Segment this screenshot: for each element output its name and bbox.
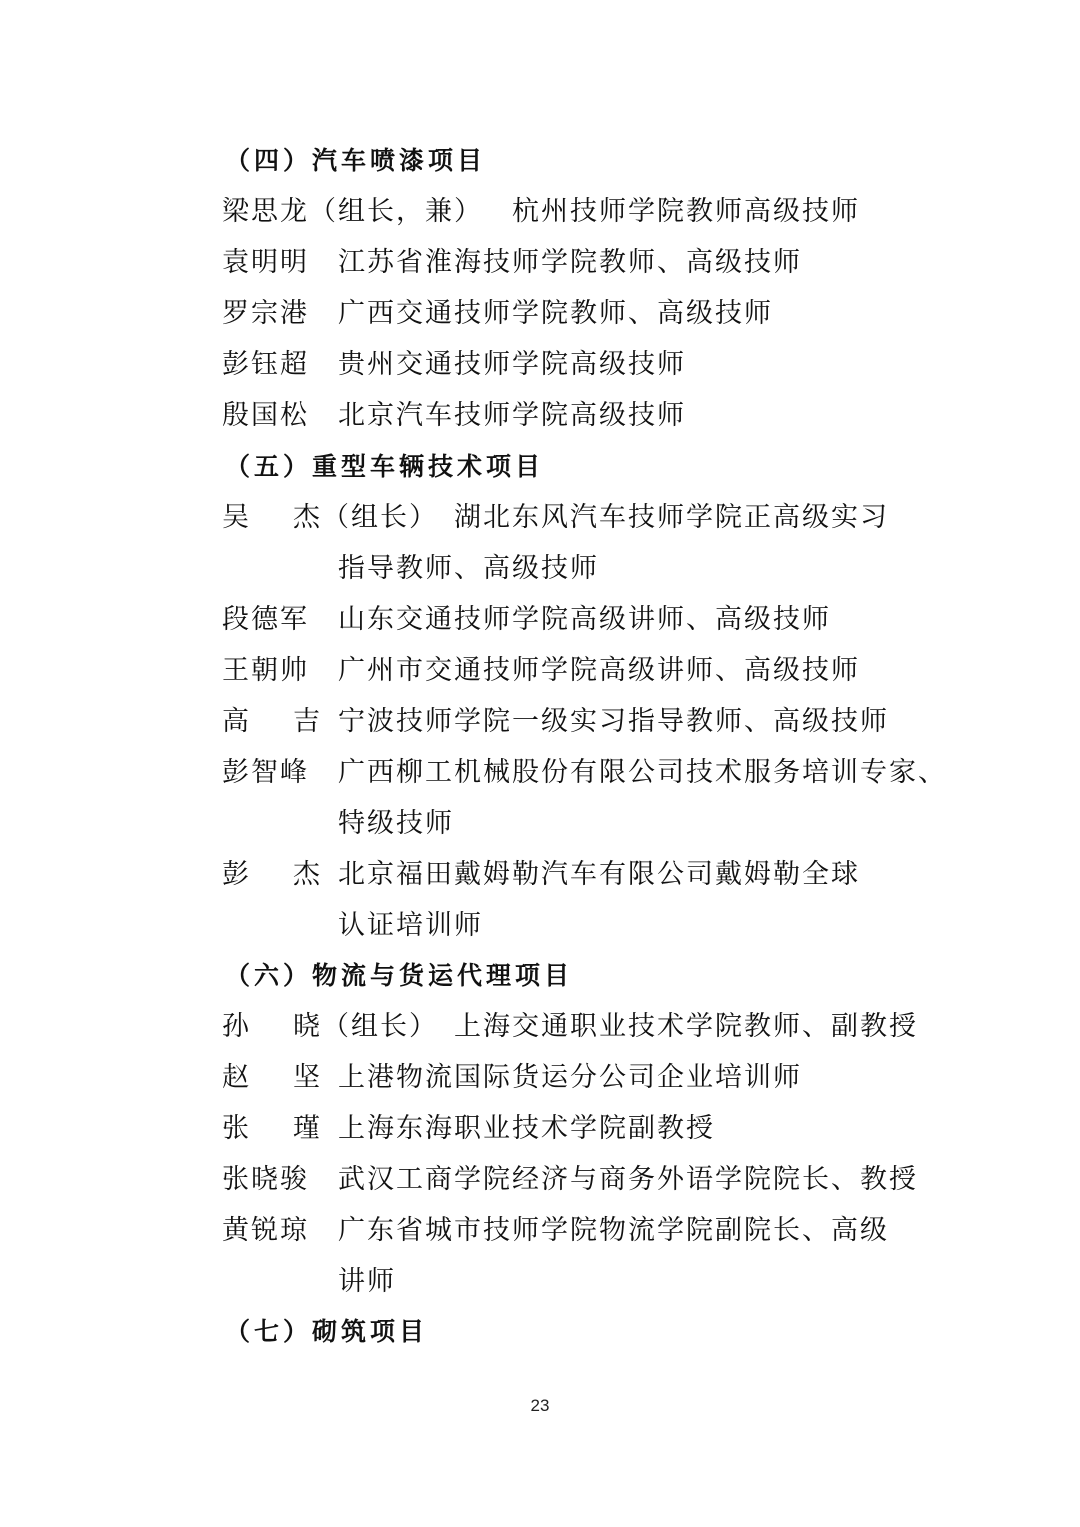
member-row-continued <box>0 900 1080 951</box>
section-heading: （七）砌筑项目 <box>225 1317 429 1346</box>
member-name: 彭杰 <box>222 859 364 890</box>
member-name: 罗宗港 <box>222 298 309 329</box>
member-name: 段德军 <box>222 604 309 635</box>
member-name: 彭钰超 <box>222 349 309 380</box>
member-affiliation: 杭州技师学院教师高级技师 <box>512 196 860 227</box>
member-name: 殷国松 <box>222 400 309 431</box>
member-row <box>0 696 1080 747</box>
member-row <box>0 186 1080 237</box>
section-heading: （六）物流与货运代理项目 <box>225 961 574 990</box>
member-affiliation-continued: 认证培训师 <box>338 910 483 941</box>
member-row <box>0 1205 1080 1256</box>
member-row <box>0 849 1080 900</box>
member-row <box>0 339 1080 390</box>
member-affiliation: 武汉工商学院经济与商务外语学院院长、教授 <box>338 1164 918 1195</box>
member-affiliation: 广西柳工机械股份有限公司技术服务培训专家、 <box>338 757 947 788</box>
member-affiliation: 广西交通技师学院教师、高级技师 <box>338 298 773 329</box>
member-name: 孙晓（组长） <box>222 1011 438 1042</box>
member-row <box>0 594 1080 645</box>
member-name: 张晓骏 <box>222 1164 309 1195</box>
member-row <box>0 1052 1080 1103</box>
member-affiliation: 宁波技师学院一级实习指导教师、高级技师 <box>338 706 889 737</box>
member-affiliation: 上海交通职业技术学院教师、副教授 <box>454 1011 918 1042</box>
member-name: 袁明明 <box>222 247 309 278</box>
member-affiliation: 山东交通技师学院高级讲师、高级技师 <box>338 604 831 635</box>
member-name: 高吉 <box>222 706 364 737</box>
member-row <box>0 1001 1080 1052</box>
member-row <box>0 1103 1080 1154</box>
member-name: 王朝帅 <box>222 655 309 686</box>
member-row <box>0 1154 1080 1205</box>
member-affiliation: 广东省城市技师学院物流学院副院长、高级 <box>338 1215 889 1246</box>
member-row <box>0 645 1080 696</box>
member-affiliation-continued: 讲师 <box>338 1266 396 1297</box>
member-affiliation: 江苏省淮海技师学院教师、高级技师 <box>338 247 802 278</box>
member-affiliation: 上港物流国际货运分公司企业培训师 <box>338 1062 802 1093</box>
member-row <box>0 492 1080 543</box>
member-row <box>0 390 1080 441</box>
section-heading: （四）汽车喷漆项目 <box>225 146 487 175</box>
member-name: 吴杰（组长） <box>222 502 438 533</box>
member-affiliation: 北京福田戴姆勒汽车有限公司戴姆勒全球 <box>338 859 860 890</box>
member-name: 赵坚 <box>222 1062 364 1093</box>
member-affiliation-continued: 指导教师、高级技师 <box>338 553 599 584</box>
member-affiliation: 广州市交通技师学院高级讲师、高级技师 <box>338 655 860 686</box>
member-row-continued <box>0 543 1080 594</box>
member-row <box>0 288 1080 339</box>
member-row-continued <box>0 1256 1080 1307</box>
member-affiliation: 湖北东风汽车技师学院正高级实习 <box>454 502 889 533</box>
member-name: 张瑾 <box>222 1113 364 1144</box>
member-affiliation: 贵州交通技师学院高级技师 <box>338 349 686 380</box>
member-affiliation: 北京汽车技师学院高级技师 <box>338 400 686 431</box>
member-row <box>0 747 1080 798</box>
member-row-continued <box>0 798 1080 849</box>
section-heading: （五）重型车辆技术项目 <box>225 452 545 481</box>
member-name: 彭智峰 <box>222 757 309 788</box>
member-name: 黄锐琼 <box>222 1215 309 1246</box>
member-affiliation: 上海东海职业技术学院副教授 <box>338 1113 715 1144</box>
member-name: 梁思龙（组长，兼） <box>222 196 483 227</box>
member-row <box>0 237 1080 288</box>
member-affiliation-continued: 特级技师 <box>338 808 454 839</box>
page-number: 23 <box>530 1396 550 1415</box>
